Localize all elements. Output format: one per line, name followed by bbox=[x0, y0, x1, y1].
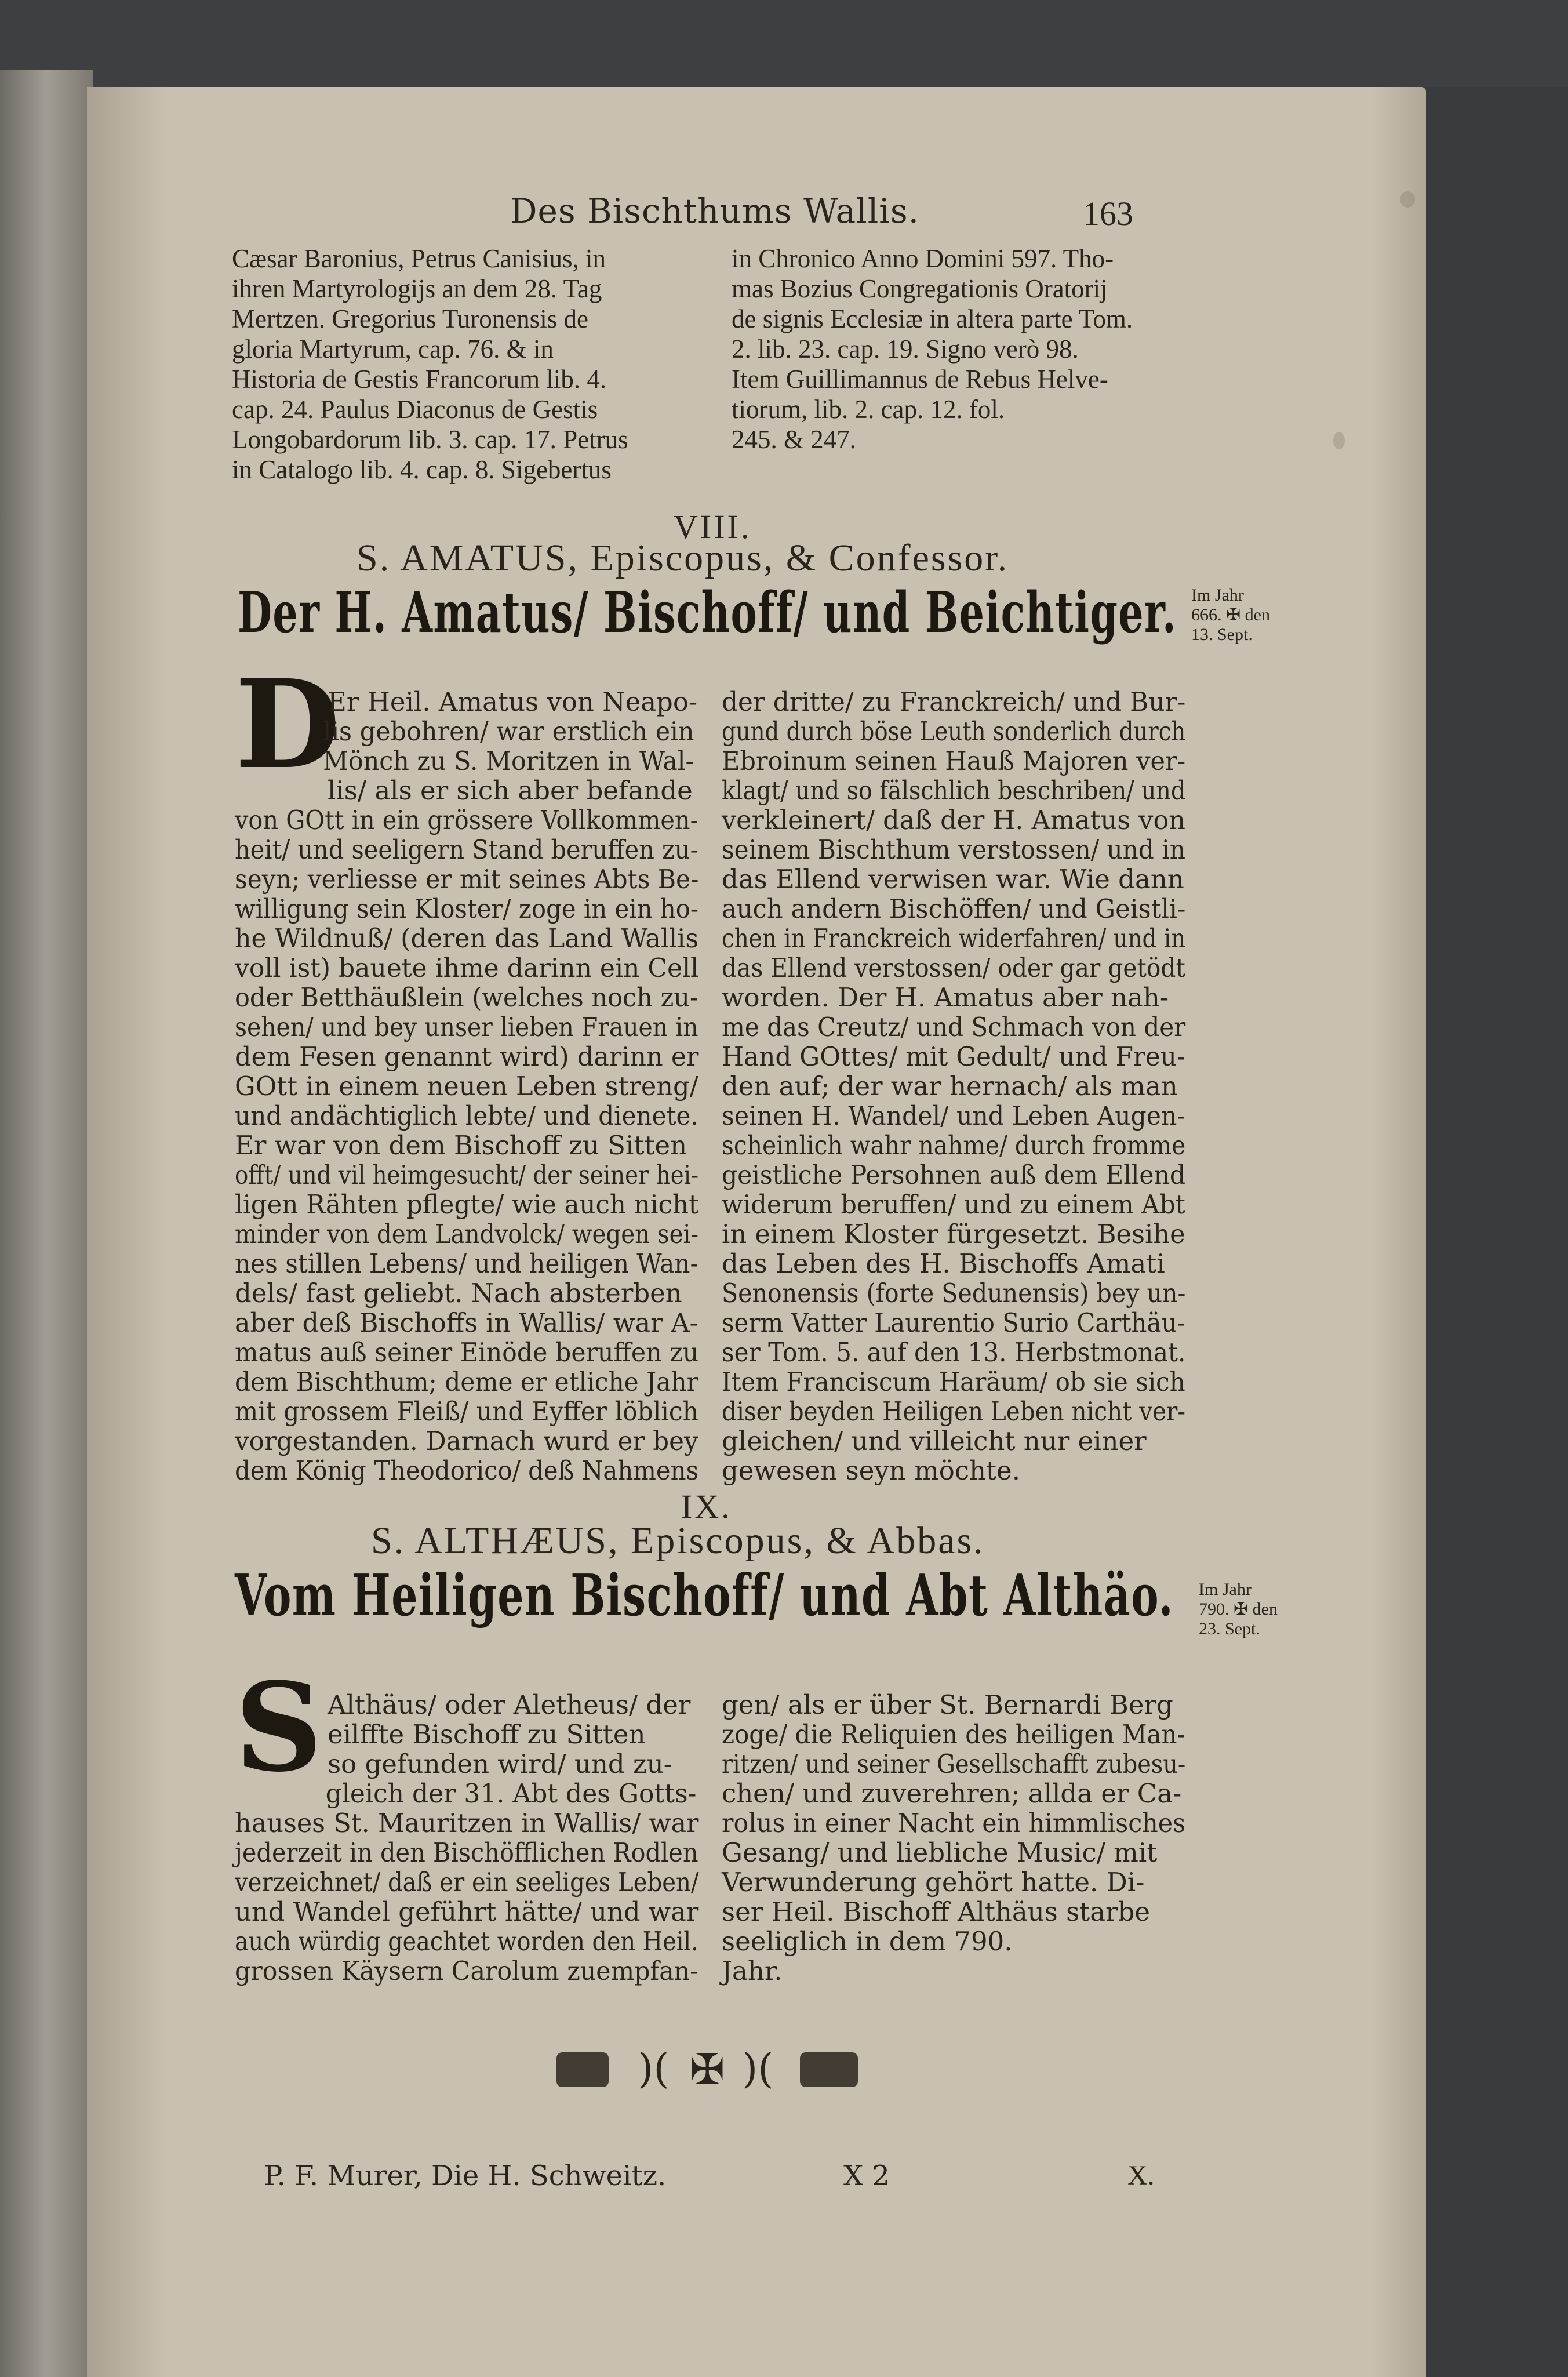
text-line: hauses St. Mauritzen in Wallis/ war bbox=[235, 1808, 699, 1838]
section-left-column bbox=[235, 687, 698, 1485]
footer-author: P. F. Murer, Die H. Schweitz. bbox=[264, 2160, 667, 2192]
text-line: in Chronico Anno Domini 597. Tho- bbox=[732, 244, 1114, 273]
text-line: Cæsar Baronius, Petrus Canisius, in bbox=[232, 244, 606, 273]
text-line: Er war von dem Bischoff zu Sitten bbox=[235, 1130, 687, 1161]
text-line: seinen H. Wandel/ und Leben Augen- bbox=[722, 1100, 1185, 1131]
text-line: Verwunderung gehört hatte. Di- bbox=[722, 1867, 1145, 1898]
text-line: vorgestanden. Darnach wurd er bey bbox=[235, 1426, 698, 1456]
text-line: in Catalogo lib. 4. cap. 8. Sigebertus bbox=[232, 455, 612, 484]
text-line: und Wandel geführt hätte/ und war bbox=[235, 1896, 699, 1927]
text-line: seinem Bischthum verstossen/ und in bbox=[722, 834, 1186, 865]
text-line: dels/ fast geliebt. Nach absterben bbox=[235, 1278, 682, 1309]
paper-stain bbox=[1333, 432, 1345, 449]
text-line: cap. 24. Paulus Diaconus de Gestis bbox=[232, 395, 598, 424]
signature-mark: X 2 bbox=[843, 2160, 890, 2192]
text-line: jederzeit in den Bischöfflichen Rodlen bbox=[235, 1837, 698, 1868]
svg-text:)(: )( bbox=[742, 2047, 774, 2092]
text-line: verzeichnet/ daß er ein seeliges Leben/ bbox=[235, 1867, 699, 1898]
text-line: auch würdig geachtet worden den Heil. bbox=[235, 1926, 698, 1957]
text-line: gund durch böse Leuth sonderlich durch bbox=[722, 716, 1186, 747]
text-line: Gesang/ und liebliche Music/ mit bbox=[722, 1837, 1158, 1868]
text-line: lis/ als er sich aber befande bbox=[328, 775, 693, 806]
text-line: ritzen/ und seiner Gesellschafft zubesu- bbox=[722, 1749, 1186, 1779]
text-line: willigung sein Kloster/ zoge in ein ho- bbox=[235, 893, 699, 924]
text-line: Hand GOttes/ mit Gedult/ und Freu- bbox=[722, 1041, 1185, 1072]
text-line: nes stillen Lebens/ und heiligen Wan- bbox=[235, 1248, 698, 1279]
citation-right-column bbox=[732, 243, 1184, 455]
text-line: geistliche Persohnen auß dem Ellend bbox=[722, 1160, 1186, 1190]
text-line: Item Franciscum Haräum/ ob sie sich bbox=[722, 1366, 1185, 1397]
section-number: IX. bbox=[681, 1488, 732, 1525]
text-line: in einem Kloster fürgesetzt. Besihe bbox=[722, 1219, 1185, 1249]
section-latin-title: S. ALTHÆUS, Episcopus, & Abbas. bbox=[371, 1520, 985, 1562]
text-line: verkleinert/ daß der H. Amatus von bbox=[722, 805, 1185, 835]
text-line: gewesen seyn möchte. bbox=[722, 1455, 1020, 1486]
section-german-title: Der H. Amatus/ Bischoff/ und Beichtiger. bbox=[238, 580, 1177, 645]
text-line: dem Fesen genannt wird) darinn er bbox=[235, 1041, 699, 1072]
text-line: gen/ als er über St. Bernardi Berg bbox=[722, 1689, 1173, 1720]
text-line: seyn; verliesse er mit seines Abts Be- bbox=[235, 864, 699, 895]
text-line: so gefunden wird/ und zu- bbox=[328, 1749, 672, 1779]
text-line: serm Vatter Laurentio Surio Carthäu- bbox=[722, 1307, 1185, 1338]
text-line: gleichen/ und villeicht nur einer bbox=[722, 1426, 1147, 1456]
text-line: me das Creutz/ und Schmach von der bbox=[722, 1012, 1186, 1042]
text-line: den auf; der war hernach/ als man bbox=[722, 1071, 1178, 1102]
text-line: rolus in einer Nacht ein himmlisches bbox=[722, 1808, 1186, 1838]
text-line: aber deß Bischoffs in Wallis/ war A- bbox=[235, 1307, 698, 1338]
text-line: dem Bischthum; deme er etliche Jahr bbox=[235, 1366, 698, 1397]
text-line: widerum beruffen/ und zu einem Abt bbox=[722, 1189, 1185, 1220]
section-right-column bbox=[722, 1690, 1185, 1986]
text-line: tiorum, lib. 2. cap. 12. fol. bbox=[732, 395, 1005, 424]
text-line: Historia de Gestis Francorum lib. 4. bbox=[232, 365, 607, 394]
text-line: auch andern Bischöffen/ und Geistli- bbox=[722, 893, 1186, 924]
text-line: ser Tom. 5. auf den 13. Herbstmonat. bbox=[722, 1337, 1186, 1368]
scan-background-right bbox=[1426, 87, 1568, 2377]
text-line: 245. & 247. bbox=[732, 425, 857, 454]
text-line: minder von dem Landvolck/ wegen sei- bbox=[235, 1219, 699, 1249]
text-line: seeliglich in dem 790. bbox=[722, 1926, 1013, 1957]
catchword: X. bbox=[1127, 2160, 1155, 2191]
drop-cap: S bbox=[235, 1656, 323, 1799]
text-line: scheinlich wahr nahme/ durch fromme bbox=[722, 1130, 1186, 1161]
text-line: Jahr. bbox=[722, 1956, 783, 1986]
text-line: heit/ und seeligern Stand beruffen zu- bbox=[235, 834, 698, 865]
text-line: GOtt in einem neuen Leben streng/ bbox=[235, 1071, 698, 1102]
text-line: oder Betthäußlein (welches noch zu- bbox=[235, 982, 698, 1013]
svg-text:✠: ✠ bbox=[690, 2047, 725, 2093]
text-line: Er Heil. Amatus von Neapo- bbox=[328, 686, 698, 717]
svg-text:)(: )( bbox=[638, 2047, 670, 2092]
facing-page-edge bbox=[0, 70, 93, 2377]
text-line: Althäus/ oder Aletheus/ der bbox=[328, 1689, 691, 1720]
margin-date-note: Im Jahr 790. ✠ den 23. Sept. bbox=[1199, 1580, 1278, 1638]
text-line: sehen/ und bey unser lieben Frauen in bbox=[235, 1012, 698, 1042]
text-line: he Wildnuß/ (deren das Land Wallis bbox=[235, 923, 699, 954]
running-head: Des Bischthums Wallis. bbox=[510, 191, 920, 231]
text-line: eilffte Bischoff zu Sitten bbox=[328, 1719, 646, 1750]
text-line: de signis Ecclesiæ in altera parte Tom. bbox=[732, 304, 1133, 333]
text-line: worden. Der H. Amatus aber nah- bbox=[722, 982, 1169, 1013]
text-line: chen in Franckreich widerfahren/ und in bbox=[722, 923, 1186, 954]
text-line: der dritte/ zu Franckreich/ und Bur- bbox=[722, 686, 1186, 717]
text-line: Mertzen. Gregorius Turonensis de bbox=[232, 304, 588, 333]
text-line: mit grossem Fleiß/ und Eyffer löblich bbox=[235, 1396, 698, 1427]
text-line: ligen Rähten pflegte/ wie auch nicht bbox=[235, 1189, 699, 1220]
text-line: grossen Käysern Carolum zuempfan- bbox=[235, 1956, 698, 1986]
text-line: mas Bozius Congregationis Oratorij bbox=[732, 274, 1108, 303]
margin-date-note: Im Jahr 666. ✠ den 13. Sept. bbox=[1191, 586, 1270, 644]
text-line: gleich der 31. Abt des Gotts- bbox=[325, 1778, 697, 1809]
text-line: diser beyden Heiligen Leben nicht ver- bbox=[722, 1396, 1186, 1427]
text-line: Ebroinum seinen Hauß Majoren ver- bbox=[722, 746, 1186, 776]
text-line: voll ist) bauete ihme darinn ein Cell bbox=[235, 953, 699, 983]
printer-ornament bbox=[551, 2047, 875, 2093]
text-line: 2. lib. 23. cap. 19. Signo verò 98. bbox=[732, 335, 1079, 364]
text-line: lis gebohren/ war erstlich ein bbox=[323, 716, 694, 747]
text-line: gloria Martyrum, cap. 76. & in bbox=[232, 335, 554, 364]
text-line: und andächtiglich lebte/ und dienete. bbox=[235, 1100, 698, 1131]
page-number: 163 bbox=[1083, 195, 1133, 232]
text-line: von GOtt in ein grössere Vollkommen- bbox=[235, 805, 698, 835]
text-line: zoge/ die Reliquien des heiligen Man- bbox=[722, 1719, 1185, 1750]
citation-left-column bbox=[232, 243, 696, 485]
text-line: dem König Theodorico/ deß Nahmens bbox=[235, 1455, 699, 1486]
text-line: chen/ und zuverehren; allda er Ca- bbox=[722, 1778, 1182, 1809]
text-line: ser Heil. Bischoff Althäus starbe bbox=[722, 1896, 1151, 1927]
text-line: das Ellend verwisen war. Wie dann bbox=[722, 864, 1184, 895]
text-line: ihren Martyrologijs an dem 28. Tag bbox=[232, 274, 602, 303]
text-line: matus auß seiner Einöde beruffen zu bbox=[235, 1337, 699, 1368]
text-line: Mönch zu S. Moritzen in Wal- bbox=[323, 746, 694, 776]
text-line: Item Guillimannus de Rebus Helve- bbox=[732, 365, 1108, 394]
text-line: das Ellend verstossen/ oder gar getödt bbox=[722, 953, 1185, 983]
text-line: Senonensis (forte Sedunensis) bey un- bbox=[722, 1278, 1186, 1309]
section-right-column bbox=[722, 687, 1185, 1485]
drop-cap: D bbox=[235, 653, 341, 796]
text-line: klagt/ und so fälschlich beschriben/ und bbox=[722, 775, 1186, 806]
section-left-column bbox=[235, 1690, 698, 1986]
scan-background-top bbox=[0, 0, 1568, 87]
text-line: offt/ und vil heimgesucht/ der seiner hei- bbox=[235, 1160, 699, 1190]
section-german-title: Vom Heiligen Bischoff/ und Abt Althäo. bbox=[235, 1562, 1174, 1629]
section-number: VIII. bbox=[674, 508, 752, 546]
paper-stain bbox=[1400, 191, 1415, 208]
text-line: das Leben des H. Bischoffs Amati bbox=[722, 1248, 1165, 1279]
section-latin-title: S. AMATUS, Episcopus, & Confessor. bbox=[356, 537, 1009, 579]
text-line: Longobardorum lib. 3. cap. 17. Petrus bbox=[232, 425, 628, 454]
